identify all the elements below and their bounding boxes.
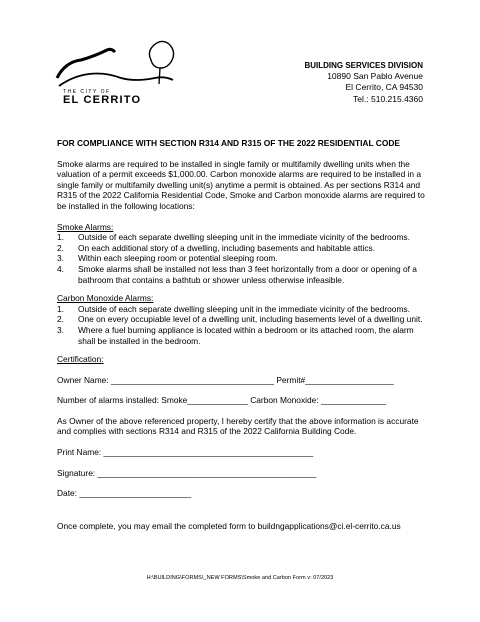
list-item: 1. Outside of each separate dwelling sleeping unit in the immediate vicinity of the bedrooms.: [57, 232, 410, 243]
list-item: 2. One on every occupiable level of a dwelling unit, including basements level of a dwelling unit.: [57, 314, 423, 325]
division-address2: El Cerrito, CA 94530: [345, 82, 423, 93]
logo-small-text: THE CITY OF: [63, 89, 111, 95]
certification-title: Certification:: [57, 354, 104, 365]
certification-statement: As Owner of the above referenced property, I hereby certify that the above information is accurate and complies with sections R314 and R315 of the 2022 California Building Code.: [57, 415, 419, 437]
logo-name: EL CERRITO: [63, 94, 142, 104]
co-alarms-list: [57, 304, 432, 346]
division-address1: 10890 San Pablo Avenue: [327, 71, 423, 82]
list-item: 4. Smoke alarms shall be installed not less than 3 feet horizontally from a door or opening of a bathroom that contains a bathtub or shower unless otherwise infeasible.: [57, 263, 417, 285]
smoke-alarms-title: Smoke Alarms:: [57, 221, 114, 232]
intro-paragraph: Smoke alarms are required to be installed in single family or multifamily dwelling units when the valuation of a permit exceeds $1,000.00. Carbon monoxide alarms are required to be installed in a single family or multifamily dwelling unit(s) anytime a permit is obtained. As per sections R314 and R315 of the 2022 California Residential Code, Smoke and Carbon monoxide alarms are required to be installed in the following locations:: [57, 158, 425, 211]
list-item: 1. Outside of each separate dwelling sleeping unit in the immediate vicinity of the bedrooms.: [57, 303, 410, 314]
form-content: [57, 138, 432, 531]
email-note: Once complete, you may email the completed form to buildngapplications@ci.el-cerrito.ca.us: [57, 520, 401, 531]
smoke-alarms-list: [57, 232, 432, 285]
el-cerrito-logo: [55, 38, 175, 104]
compliance-heading: FOR COMPLIANCE WITH SECTION R314 AND R315 OF THE 2022 RESIDENTIAL CODE: [57, 138, 400, 148]
owner-name-field[interactable]: Owner Name: ___________________________________ Permit#___________________: [57, 374, 394, 385]
division-phone: Tel.: 510.215.4360: [353, 93, 423, 104]
list-item: 3. Where a fuel burning appliance is located within a bedroom or its attached room, the alarm shall be installed in the bedroom.: [57, 324, 414, 346]
list-item: 2. On each additional story of a dwelling, including basements and habitable attics.: [57, 242, 376, 253]
signature-field[interactable]: Signature: _______________________________________________: [57, 467, 317, 478]
list-item: 3. Within each sleeping room or potential sleeping room.: [57, 253, 278, 264]
co-alarms-title: Carbon Monoxide Alarms:: [57, 293, 154, 304]
footer-file-path: H:\BUILDING\FORMS\_NEW FORMS\Smoke and Carbon Form v: 07/2023: [146, 575, 334, 581]
alarms-installed-field[interactable]: Number of alarms installed: Smoke_____________ Carbon Monoxide: ______________: [57, 395, 387, 406]
date-field[interactable]: Date: ________________________: [57, 488, 192, 499]
division-title: BUILDING SERVICES DIVISION: [304, 61, 423, 70]
division-header: [304, 60, 423, 105]
print-name-field[interactable]: Print Name: _____________________________________________: [57, 447, 314, 458]
